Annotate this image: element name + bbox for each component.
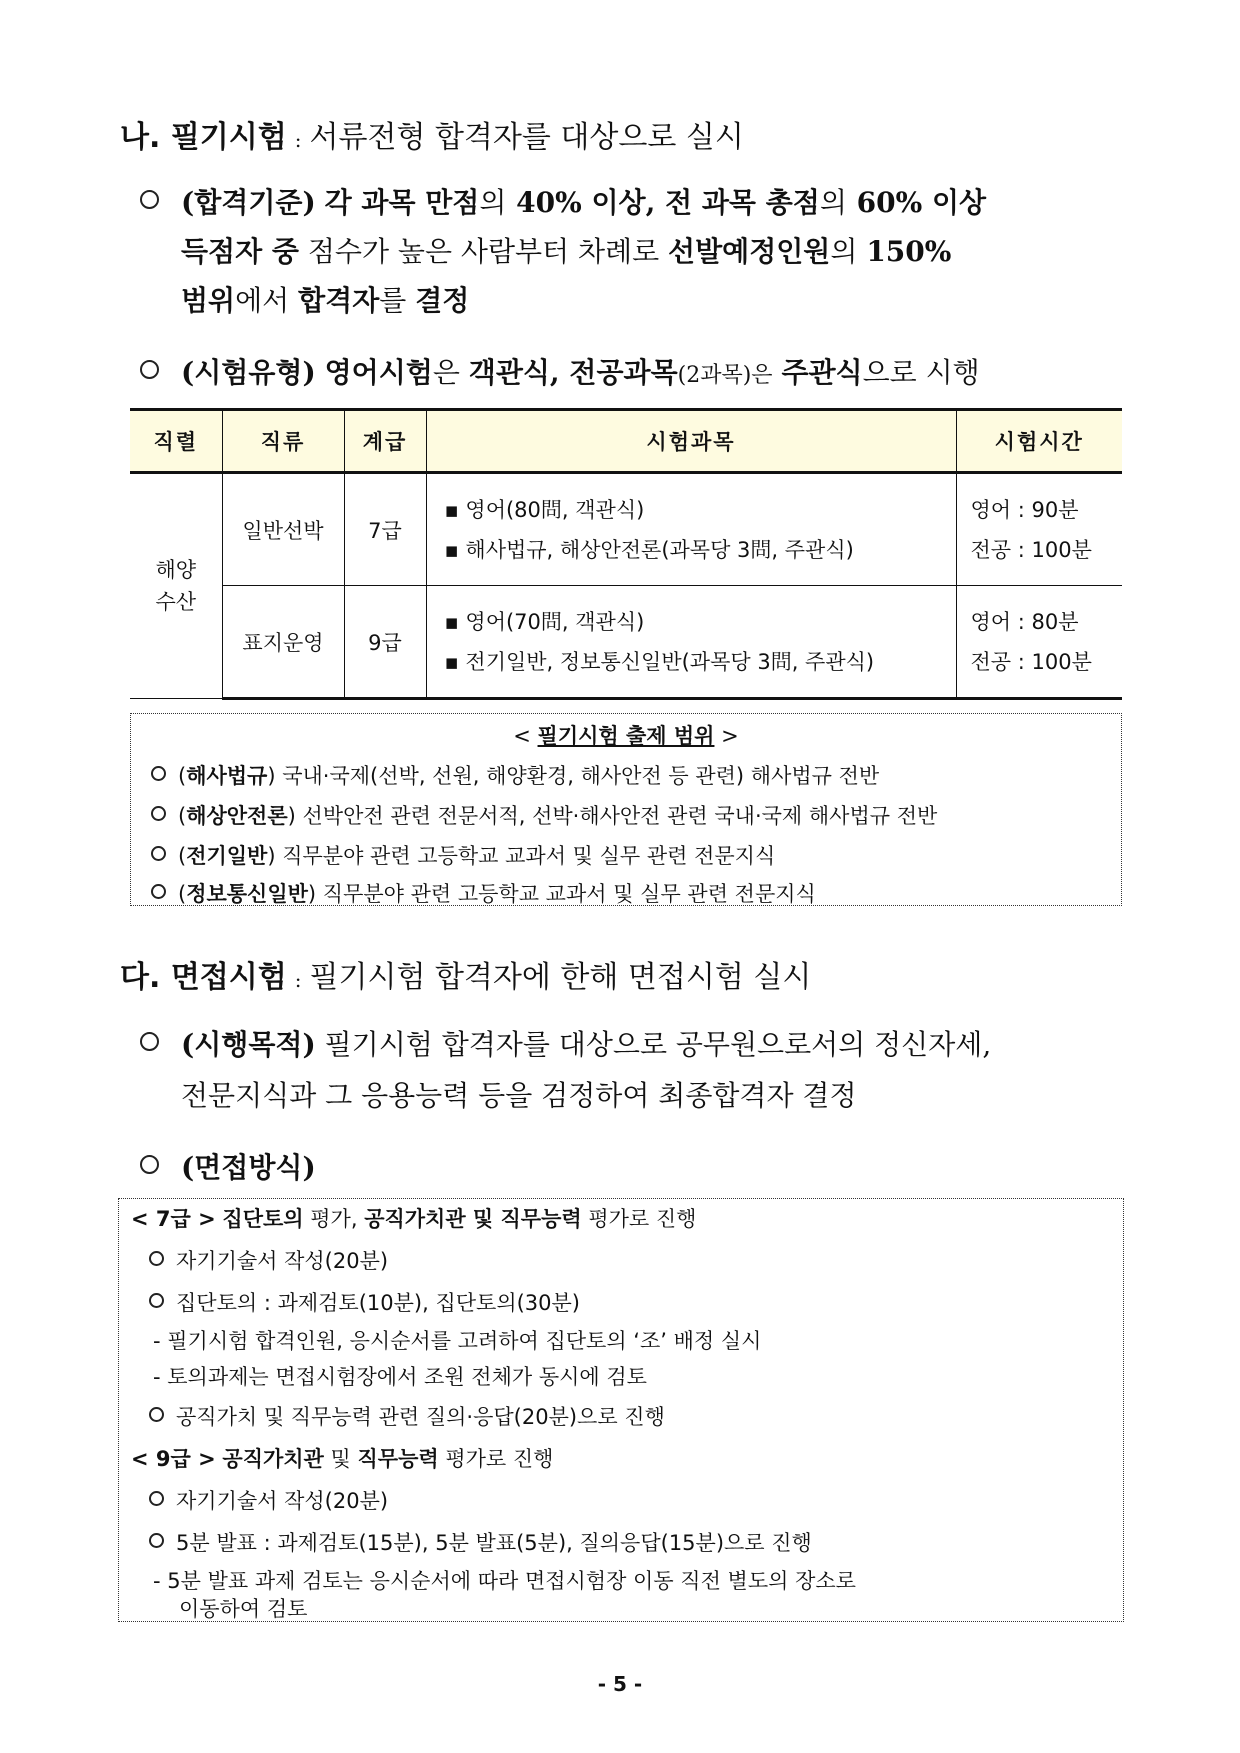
time-cell: 영어 : 90분 전공 : 100분 [956,473,1122,586]
type-cell: 일반선박 [222,473,344,586]
scope-item: (전기일반) 직무분야 관련 고등학교 교과서 및 실무 관련 전문지식 [151,840,775,870]
table-row [130,473,1122,586]
grade9-heading: < 9급 > 공직가치관 및 직무능력 평가로 진행 [131,1447,554,1471]
scope-box-title: < 필기시험 출제 범위 > [513,724,739,748]
pass-criteria-line2: 득점자 중 점수가 높은 사람부터 차례로 선발예정인원의 150% [181,235,952,268]
circle-bullet-icon [149,1533,164,1548]
exam-subjects-table [130,408,1122,700]
circle-bullet-icon [149,1293,164,1308]
interview-purpose-bullet: (시행목적) 필기시험 합격자를 대상으로 공무원으로서의 정신자세, [140,1020,991,1069]
circle-bullet-icon [151,846,166,861]
header-series: 직렬 [130,410,222,473]
header-type: 직류 [222,410,344,473]
exam-scope-box [130,713,1122,906]
subjects-cell: ▪ 영어(80問, 객관식) ▪ 해사법규, 해상안전론(과목당 3問, 주관식) [426,473,956,586]
header-time: 시험시간 [956,410,1122,473]
circle-bullet-icon [140,190,159,209]
series-cell: 해양 수산 [130,473,222,699]
scope-item: (정보통신일반) 직무분야 관련 고등학교 교과서 및 실무 관련 전문지식 [151,878,816,908]
list-item: 자기기술서 작성(20분) [149,1485,388,1515]
interview-method-bullet: (면접방식) [140,1143,316,1192]
list-item: 집단토의 : 과제검토(10분), 집단토의(30분) [149,1287,580,1317]
list-item: - 5분 발표 과제 검토는 응시순서에 따라 면접시험장 이동 직전 별도의 장소로 [153,1569,856,1593]
scope-item: (해상안전론) 선박안전 관련 전문서적, 선박·해사안전 관련 국내·국제 해사법규 전반 [151,800,937,830]
list-item: 자기기술서 작성(20분) [149,1245,388,1275]
circle-bullet-icon [140,360,159,379]
grade-cell: 9급 [344,586,426,699]
list-item: 5분 발표 : 과제검토(15분), 5분 발표(5분), 질의응답(15분)으로 진행 [149,1527,812,1557]
circle-bullet-icon [140,1155,159,1174]
page-number: - 5 - [597,1672,643,1696]
circle-bullet-icon [149,1251,164,1266]
type-cell: 표지운영 [222,586,344,699]
table-header-row [130,410,1122,473]
list-item-continuation: 이동하여 검토 [179,1597,308,1621]
interview-method-box [118,1198,1124,1622]
section-heading-written-exam: 나. 필기시험 : 서류전형 합격자를 대상으로 실시 [120,120,744,155]
grade7-heading: < 7급 > 집단토의 평가, 공직가치관 및 직무능력 평가로 진행 [131,1207,697,1231]
scope-item: (해사법규) 국내·국제(선박, 선원, 해양환경, 해사안전 등 관련) 해사법규 전반 [151,760,879,790]
grade-cell: 7급 [344,473,426,586]
pass-criteria-bullet: (합격기준) 각 과목 만점의 40% 이상, 전 과목 총점의 60% 이상 [140,178,986,227]
list-item: - 필기시험 합격인원, 응시순서를 고려하여 집단토의 ‘조’ 배정 실시 [153,1329,762,1353]
time-cell: 영어 : 80분 전공 : 100분 [956,586,1122,699]
table-row [130,586,1122,699]
interview-purpose-line2: 전문지식과 그 응용능력 등을 검정하여 최종합격자 결정 [181,1079,857,1112]
subjects-cell: ▪ 영어(70問, 객관식) ▪ 전기일반, 정보통신일반(과목당 3問, 주관식) [426,586,956,699]
header-subjects: 시험과목 [426,410,956,473]
list-item: - 토의과제는 면접시험장에서 조원 전체가 동시에 검토 [153,1365,647,1389]
circle-bullet-icon [140,1032,159,1051]
pass-criteria-line3: 범위에서 합격자를 결정 [181,284,470,317]
section-heading-interview: 다. 면접시험 : 필기시험 합격자에 한해 면접시험 실시 [120,960,812,995]
circle-bullet-icon [151,806,166,821]
circle-bullet-icon [149,1491,164,1506]
circle-bullet-icon [151,766,166,781]
header-grade: 계급 [344,410,426,473]
circle-bullet-icon [151,884,166,899]
list-item: 공직가치 및 직무능력 관련 질의·응답(20분)으로 진행 [149,1401,665,1431]
exam-type-bullet: (시험유형) 영어시험은 객관식, 전공과목(2과목)은 주관식으로 시행 [140,348,980,400]
circle-bullet-icon [149,1407,164,1422]
